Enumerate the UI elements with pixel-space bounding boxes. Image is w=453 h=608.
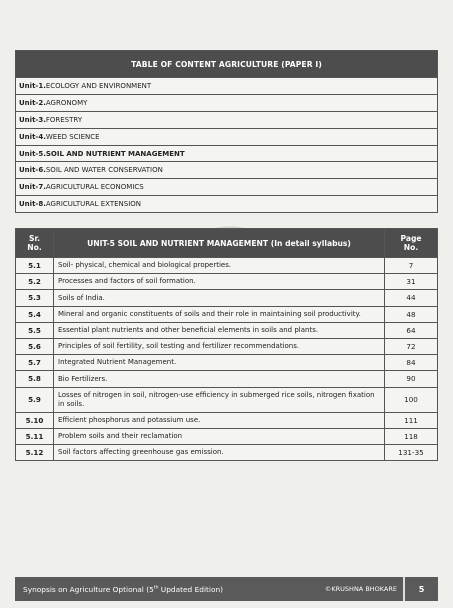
sr-number-cell: 5.5 — [16, 322, 54, 338]
topic-cell: Principles of soil fertility, soil testing and fertilizer recommendations. — [54, 338, 385, 354]
topic-cell: Soil factors affecting greenhouse gas emission. — [54, 444, 385, 460]
sr-no-header: Sr. No. — [16, 229, 54, 258]
topic-cell: Problem soils and their reclamation — [54, 428, 385, 444]
topic-cell: Mineral and organic constituents of soils and their role in maintaining soil productivity. — [54, 306, 385, 322]
toc-unit-title: AGRICULTURAL EXTENSION — [45, 200, 142, 209]
toc-unit-label: Unit-8. — [19, 200, 46, 209]
page-no-header: Page No. — [385, 229, 438, 258]
toc-row — [16, 195, 437, 212]
sr-number-cell: 5.4 — [16, 306, 54, 322]
footer-book-title: Synopsis on Agriculture Optional (5th Updated Edition) — [23, 584, 224, 594]
topic-cell: Soils of India. — [54, 290, 385, 306]
footer-page-number: 5 — [418, 584, 425, 594]
page-number-cell: 84 — [385, 355, 438, 371]
page-number-cell: 100 — [385, 387, 438, 412]
toc-unit-title: SOIL AND NUTRIENT MANAGEMENT — [45, 149, 185, 158]
table-of-contents — [15, 50, 438, 213]
page-footer — [15, 577, 438, 601]
topic-cell: Bio Fertilizers. — [54, 371, 385, 387]
toc-row — [16, 178, 437, 195]
toc-unit-label: Unit-5. — [19, 149, 46, 158]
sr-number-cell: 5.8 — [16, 371, 54, 387]
sr-number-cell: 5.11 — [16, 428, 54, 444]
toc-unit-label: Unit-7. — [19, 183, 46, 192]
sr-number-cell: 5.10 — [16, 412, 54, 428]
page-number-cell: 118 — [385, 428, 438, 444]
table-row — [16, 306, 438, 322]
topic-cell: Efficient phosphorus and potassium use. — [54, 412, 385, 428]
toc-row — [16, 128, 437, 145]
topic-cell: Integrated Nutrient Management. — [54, 355, 385, 371]
page-number-cell: 31 — [385, 274, 438, 290]
toc-unit-label: Unit-2. — [19, 98, 46, 107]
table-row — [16, 371, 438, 387]
toc-unit-label: Unit-6. — [19, 166, 46, 175]
toc-unit-label: Unit-4. — [19, 132, 46, 141]
table-row — [16, 258, 438, 274]
footer-author: ©KRUSHNA BHOKARE — [324, 585, 397, 593]
table-row — [16, 428, 438, 444]
table-row — [16, 322, 438, 338]
syllabus-title-header: UNIT-5 SOIL AND NUTRIENT MANAGEMENT (In detail syllabus) — [54, 229, 385, 258]
table-row — [16, 412, 438, 428]
toc-unit-label: Unit-1. — [19, 81, 46, 90]
table-row — [16, 274, 438, 290]
table-row — [16, 387, 438, 412]
page-number-cell: 44 — [385, 290, 438, 306]
toc-unit-title: FORESTRY — [45, 115, 83, 124]
toc-row — [16, 145, 437, 162]
sr-number-cell: 5.3 — [16, 290, 54, 306]
syllabus-table — [15, 228, 438, 461]
toc-unit-title: AGRICULTURAL ECONOMICS — [45, 183, 144, 192]
sr-number-cell: 5.1 — [16, 258, 54, 274]
topic-cell: Losses of nitrogen in soil, nitrogen-use efficiency in submerged rice soils, nitrogen fixation in soils. — [54, 387, 385, 412]
toc-unit-title: SOIL AND WATER CONSERVATION — [45, 166, 163, 175]
sr-number-cell: 5.9 — [16, 387, 54, 412]
page-number-cell: 7 — [385, 258, 438, 274]
sr-number-cell: 5.6 — [16, 338, 54, 354]
toc-unit-title: ECOLOGY AND ENVIRONMENT — [45, 81, 152, 90]
page-number-cell: 72 — [385, 338, 438, 354]
table-row — [16, 444, 438, 460]
page-number-cell: 90 — [385, 371, 438, 387]
toc-row — [16, 111, 437, 128]
page-number-cell: 48 — [385, 306, 438, 322]
sr-number-cell: 5.12 — [16, 444, 54, 460]
table-row — [16, 338, 438, 354]
toc-row — [16, 94, 437, 111]
topic-cell: Processes and factors of soil formation. — [54, 274, 385, 290]
topic-cell: Soil- physical, chemical and biological properties. — [54, 258, 385, 274]
table-row — [16, 355, 438, 371]
toc-title: TABLE OF CONTENT AGRICULTURE (PAPER I) — [16, 51, 437, 77]
page-number-cell: 64 — [385, 322, 438, 338]
sr-number-cell: 5.7 — [16, 355, 54, 371]
toc-unit-title: WEED SCIENCE — [45, 132, 100, 141]
page-number-cell: 131-35 — [385, 444, 438, 460]
toc-unit-label: Unit-3. — [19, 115, 46, 124]
toc-row — [16, 77, 437, 94]
page-number-cell: 111 — [385, 412, 438, 428]
toc-unit-title: AGRONOMY — [45, 98, 88, 107]
toc-row — [16, 161, 437, 178]
topic-cell: Essential plant nutrients and other beneficial elements in soils and plants. — [54, 322, 385, 338]
table-row — [16, 290, 438, 306]
sr-number-cell: 5.2 — [16, 274, 54, 290]
syllabus-header-row — [16, 229, 438, 258]
